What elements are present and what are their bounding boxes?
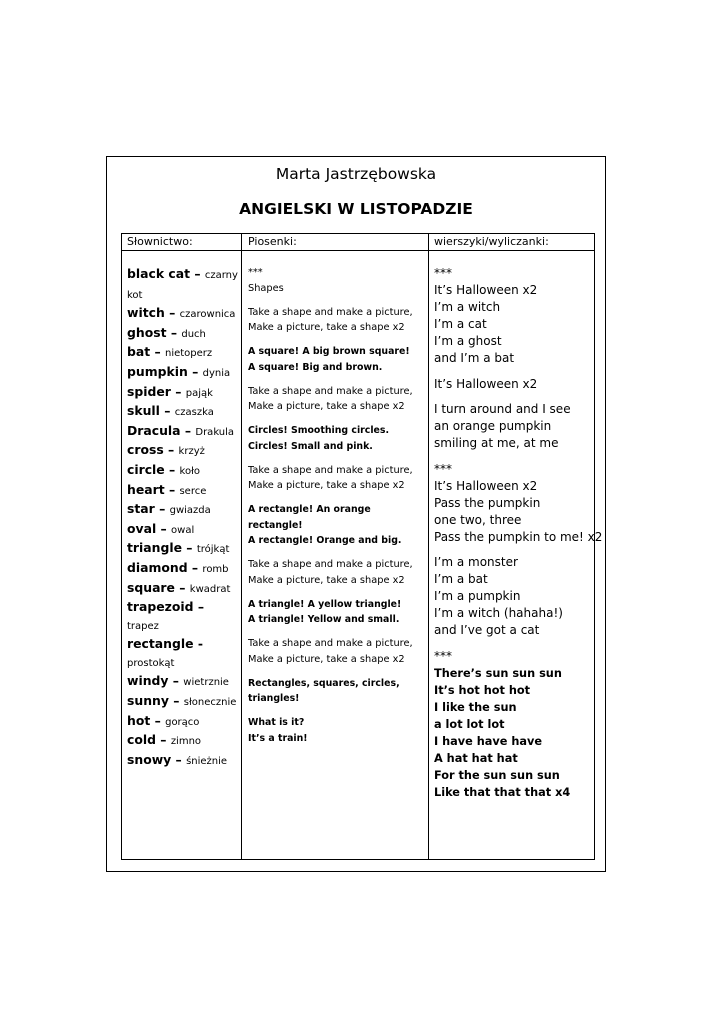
stanza-gap — [248, 375, 428, 384]
vocabulary-item: hot – gorąco — [127, 712, 200, 728]
vocabulary-english: cross — [127, 442, 164, 458]
stanza-gap — [248, 628, 428, 637]
song-line: Take a shape and make a picture, — [248, 638, 413, 649]
vocabulary-english: black cat — [127, 266, 191, 281]
poem-line: I have have have — [434, 734, 543, 748]
poem-line: Pass the pumpkin to me! x2 — [434, 529, 603, 544]
vocabulary-english: sunny — [127, 693, 169, 709]
vocabulary-polish: trapez — [127, 620, 159, 632]
stanza-gap — [248, 494, 428, 503]
poem-line: I’m a bat — [434, 572, 488, 586]
vocabulary-english: diamond — [127, 559, 188, 575]
vocabulary-polish: gwiazda — [169, 505, 211, 517]
vocabulary-item: star – gwiazda — [127, 501, 211, 517]
song-line: *** — [248, 267, 263, 278]
vocabulary-item: sunny – słonecznie — [127, 693, 237, 709]
vocabulary-polish: gorąco — [165, 716, 200, 728]
poem-line: an orange pumpkin — [434, 419, 552, 433]
poem-line: I’m a monster — [434, 555, 518, 569]
vocabulary-english: ghost — [127, 324, 167, 340]
vocabulary-polish: serce — [179, 485, 207, 497]
song-line: rectangle! — [248, 519, 303, 531]
song-line: Make a picture, take a shape x2 — [248, 574, 405, 586]
vocabulary-item: oval – owal — [127, 520, 195, 536]
songs-header: Piosenki: — [248, 235, 297, 248]
vocabulary-polish: krzyż — [178, 446, 205, 458]
vocabulary-polish: owal — [171, 524, 195, 536]
stanza-gap — [434, 452, 594, 461]
song-line: Circles! Smoothing circles. — [248, 425, 390, 436]
vocabulary-polish: duch — [181, 328, 206, 340]
vocabulary-item: rectangle - prostokąt — [127, 636, 203, 669]
poem-line: Like that that that x4 — [434, 785, 571, 799]
song-line: Make a picture, take a shape x2 — [248, 401, 405, 412]
poem-line: It’s hot hot hot — [434, 683, 531, 697]
stanza-gap — [248, 549, 428, 558]
song-line: A rectangle! An orange — [248, 504, 371, 515]
vocabulary-english: skull — [127, 403, 160, 419]
vocabulary-polish: trójkąt — [196, 544, 230, 556]
vocabulary-item: triangle – trójkąt — [127, 540, 230, 556]
vocabulary-english: bat — [127, 344, 151, 360]
song-line: A rectangle! Orange and big. — [248, 535, 402, 546]
vocabulary-english: windy — [127, 673, 169, 689]
poem-line: I’m a witch — [434, 300, 501, 314]
vocabulary-polish: słonecznie — [183, 697, 237, 709]
page-title: ANGIELSKI W LISTOPADZIE — [239, 200, 473, 218]
vocabulary-item: black cat – czarny kot — [127, 266, 238, 301]
poem-line: *** — [434, 461, 452, 476]
content-table — [121, 233, 603, 860]
poem-line: and I’ve got a cat — [434, 623, 540, 637]
poems-header: wierszyki/wyliczanki: — [434, 235, 549, 248]
song-line: Make a picture, take a shape x2 — [248, 653, 405, 665]
stanza-gap — [248, 454, 428, 463]
vocabulary-item: Dracula – Drakula — [127, 422, 235, 438]
stanza-gap — [434, 393, 594, 402]
vocabulary-polish: pająk — [185, 387, 213, 399]
poem-line: There’s sun sun sun — [434, 666, 562, 680]
song-line: What is it? — [248, 717, 305, 728]
vocabulary-english: square — [127, 579, 175, 595]
song-line: Take a shape and make a picture, — [248, 306, 413, 318]
stanza-gap — [248, 667, 428, 676]
vocabulary-item: skull – czaszka — [127, 403, 214, 419]
vocabulary-item: ghost – duch — [127, 324, 206, 340]
vocabulary-polish: dynia — [202, 367, 231, 379]
vocabulary-polish: Drakula — [195, 426, 235, 438]
vocabulary-english: oval — [127, 520, 157, 536]
song-line: A triangle! A yellow triangle! — [248, 598, 402, 610]
vocabulary-english: cold — [127, 732, 156, 748]
column-divider-2 — [428, 234, 429, 859]
vocabulary-english: Dracula — [127, 422, 181, 438]
vocabulary-english: circle — [127, 461, 165, 477]
poem-line: I turn around and I see — [434, 402, 571, 416]
poem-line: smiling at me, at me — [434, 436, 559, 450]
vocabulary-item: witch – czarownica — [127, 305, 236, 321]
vocabulary-polish: czaszka — [174, 407, 214, 419]
vocabulary-english: star — [127, 501, 155, 517]
poem-line: It’s Halloween x2 — [434, 283, 538, 297]
vocabulary-item: cross – krzyż — [127, 442, 205, 458]
stanza-gap — [248, 336, 428, 345]
poem-line: one two, three — [434, 512, 522, 527]
song-line: A square! Big and brown. — [248, 361, 383, 373]
vocabulary-english: spider — [127, 383, 171, 399]
song-line: A triangle! Yellow and small. — [248, 614, 400, 625]
vocabulary-column — [127, 265, 239, 770]
vocabulary-item: spider – pająk — [127, 383, 213, 399]
vocabulary-english: heart — [127, 481, 165, 497]
stanza-gap — [434, 546, 594, 555]
song-line: Make a picture, take a shape x2 — [248, 322, 405, 333]
column-divider-1 — [241, 234, 242, 859]
vocabulary-english: witch — [127, 305, 165, 321]
vocabulary-item: pumpkin – dynia — [127, 363, 231, 379]
vocabulary-item: cold – zimno — [127, 732, 202, 748]
song-line: triangles! — [248, 693, 300, 704]
poem-line: A hat hat hat — [434, 751, 518, 765]
song-line: Make a picture, take a shape x2 — [248, 480, 405, 491]
vocabulary-polish: kwadrat — [189, 583, 231, 595]
poem-line: Pass the pumpkin — [434, 495, 541, 510]
vocabulary-polish: czarownica — [179, 309, 236, 321]
stanza-gap — [248, 296, 428, 305]
vocabulary-item: bat – nietoperz — [127, 344, 213, 360]
vocabulary-english: triangle — [127, 540, 182, 556]
vocabulary-english: pumpkin — [127, 363, 188, 379]
songs-column — [248, 265, 428, 746]
vocabulary-item: snowy – śnieżnie — [127, 751, 228, 767]
vocabulary-header: Słownictwo: — [127, 235, 193, 248]
poem-line: and I’m a bat — [434, 351, 515, 365]
poem-line: I like the sun — [434, 700, 517, 714]
poem-line: *** — [434, 648, 452, 663]
song-line: Rectangles, squares, circles, — [248, 677, 400, 689]
poem-line: I’m a pumpkin — [434, 589, 521, 603]
poem-line: I’m a cat — [434, 317, 487, 331]
vocabulary-item: diamond – romb — [127, 559, 229, 575]
vocabulary-polish: zimno — [170, 736, 202, 748]
song-line: Shapes — [248, 282, 284, 294]
vocabulary-polish: wietrznie — [183, 677, 229, 689]
vocabulary-polish: prostokąt — [127, 657, 175, 669]
author-name: Marta Jastrzębowska — [275, 165, 437, 183]
song-line: Take a shape and make a picture, — [248, 464, 413, 476]
stanza-gap — [434, 367, 594, 376]
vocabulary-english: trapezoid — [127, 599, 194, 615]
vocabulary-english: snowy — [127, 751, 172, 767]
song-line: Take a shape and make a picture, — [248, 385, 413, 397]
vocabulary-polish: czarny kot — [127, 270, 238, 301]
header-divider — [122, 250, 594, 251]
poems-column — [434, 265, 603, 801]
vocabulary-item: windy – wietrznie — [127, 673, 229, 689]
poem-line: For the sun sun sun — [434, 768, 560, 782]
poem-line: It’s Halloween x2 — [434, 376, 538, 391]
vocabulary-item: circle – koło — [127, 461, 201, 477]
poem-line: *** — [434, 266, 452, 280]
vocabulary-item: heart – serce — [127, 481, 207, 497]
song-line: Take a shape and make a picture, — [248, 559, 413, 570]
vocabulary-item: trapezoid – trapez — [127, 599, 205, 632]
song-line: Circles! Small and pink. — [248, 440, 373, 452]
stanza-gap — [248, 415, 428, 424]
vocabulary-polish: romb — [202, 563, 229, 575]
poem-line: a lot lot lot — [434, 717, 505, 731]
stanza-gap — [248, 588, 428, 597]
vocabulary-item: square – kwadrat — [127, 579, 231, 595]
stanza-gap — [248, 707, 428, 716]
vocabulary-english: hot — [127, 712, 151, 728]
song-line: It’s a train! — [248, 732, 308, 744]
stanza-gap — [434, 639, 594, 648]
poem-line: I’m a ghost — [434, 334, 502, 348]
song-line: A square! A big brown square! — [248, 346, 410, 357]
vocabulary-polish: nietoperz — [164, 348, 213, 360]
vocabulary-polish: koło — [179, 465, 201, 477]
vocabulary-polish: śnieżnie — [186, 755, 228, 767]
poem-line: It’s Halloween x2 — [434, 478, 538, 493]
poem-line: I’m a witch (hahaha!) — [434, 606, 563, 620]
vocabulary-english: rectangle — [127, 636, 194, 652]
